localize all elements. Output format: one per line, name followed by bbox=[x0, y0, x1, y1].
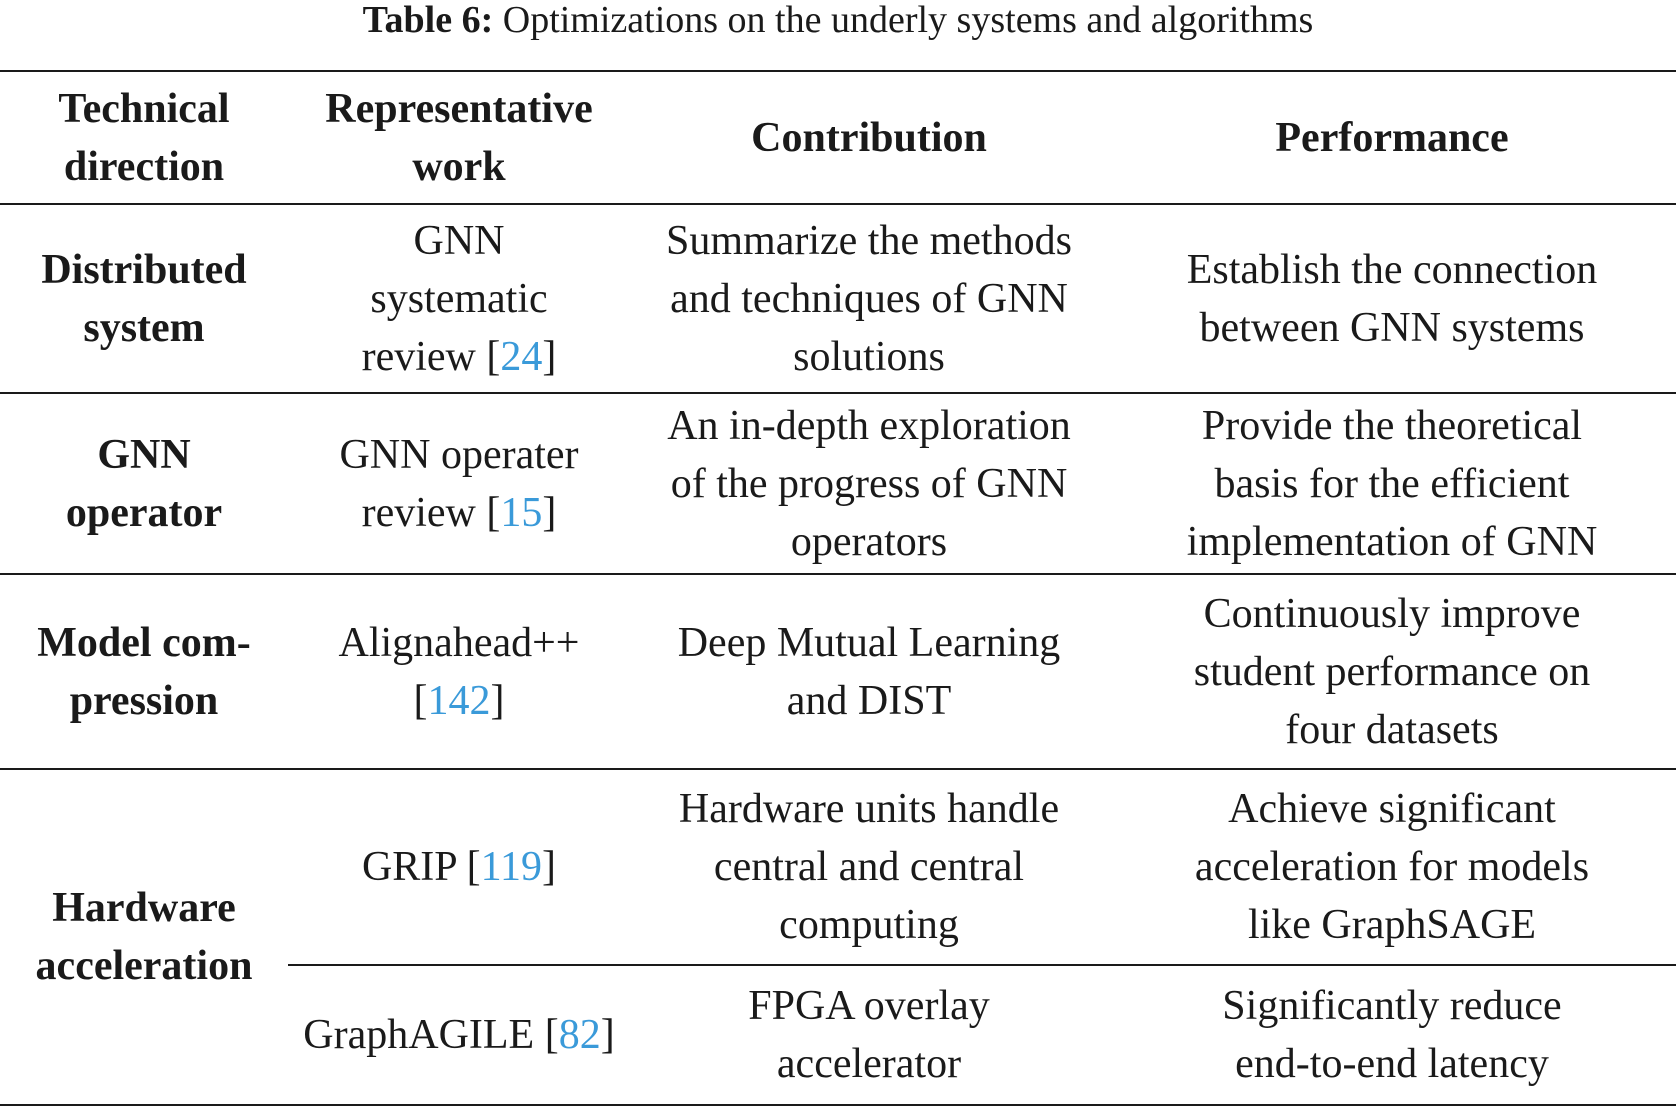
optimizations-table bbox=[0, 70, 1676, 1106]
table-row bbox=[0, 204, 1676, 393]
caption-label: Table 6: bbox=[362, 0, 494, 41]
header-representative-work: Representative work bbox=[325, 85, 593, 190]
header-technical-direction: Technical direction bbox=[58, 85, 230, 190]
cell-contribution: Summarize the methods and techniques of GNN solutions bbox=[666, 217, 1072, 380]
citation-link[interactable]: 24 bbox=[500, 333, 543, 380]
table-row bbox=[0, 769, 1676, 965]
cell-technical-direction: Distributed system bbox=[41, 246, 247, 351]
cell-contribution: Hardware units handle central and central computing bbox=[630, 769, 1108, 965]
cell-performance: Continuously improve student performance on four datasets bbox=[1193, 590, 1591, 753]
header-contribution: Contribution bbox=[751, 114, 987, 161]
cell-contribution: An in-depth exploration of the progress of GNN operators bbox=[667, 402, 1071, 565]
table-row bbox=[0, 574, 1676, 769]
cell-representative-work: GNN systematic review [24] bbox=[361, 217, 557, 380]
cell-contribution: FPGA overlay accelerator bbox=[748, 983, 990, 1087]
cell-technical-direction: Model com- pression bbox=[37, 619, 251, 724]
header-performance: Performance bbox=[1275, 114, 1509, 161]
cell-performance: Significantly reduce end-to-end latency bbox=[1222, 983, 1562, 1087]
cell-technical-direction: Hardware acceleration bbox=[35, 885, 253, 989]
table-row bbox=[0, 393, 1676, 574]
table-caption bbox=[0, 0, 1676, 40]
citation-link[interactable]: 142 bbox=[427, 677, 491, 724]
cell-representative-work: GRIP [119] bbox=[288, 769, 630, 965]
cell-technical-direction: GNN operator bbox=[65, 431, 223, 536]
cell-performance: Achieve significant acceleration for models like GraphSAGE bbox=[1108, 769, 1676, 965]
cell-contribution: Deep Mutual Learning and DIST bbox=[677, 619, 1061, 724]
cell-representative-work: Alignahead++ [142] bbox=[338, 619, 580, 724]
cell-performance: Establish the connection between GNN systems bbox=[1186, 246, 1598, 351]
header-row bbox=[0, 71, 1676, 204]
cell-performance: Provide the theoretical basis for the efficient implementation of GNN bbox=[1186, 402, 1598, 565]
cell-representative-work: GNN operater review [15] bbox=[339, 431, 579, 536]
caption-text: Optimizations on the underly systems and algorithms bbox=[493, 0, 1314, 41]
citation-link[interactable]: 15 bbox=[500, 489, 543, 536]
cell-representative-work: GraphAGILE [82] bbox=[303, 1012, 615, 1058]
citation-link[interactable]: 82 bbox=[558, 1012, 601, 1058]
citation-link[interactable]: 119 bbox=[480, 844, 543, 890]
